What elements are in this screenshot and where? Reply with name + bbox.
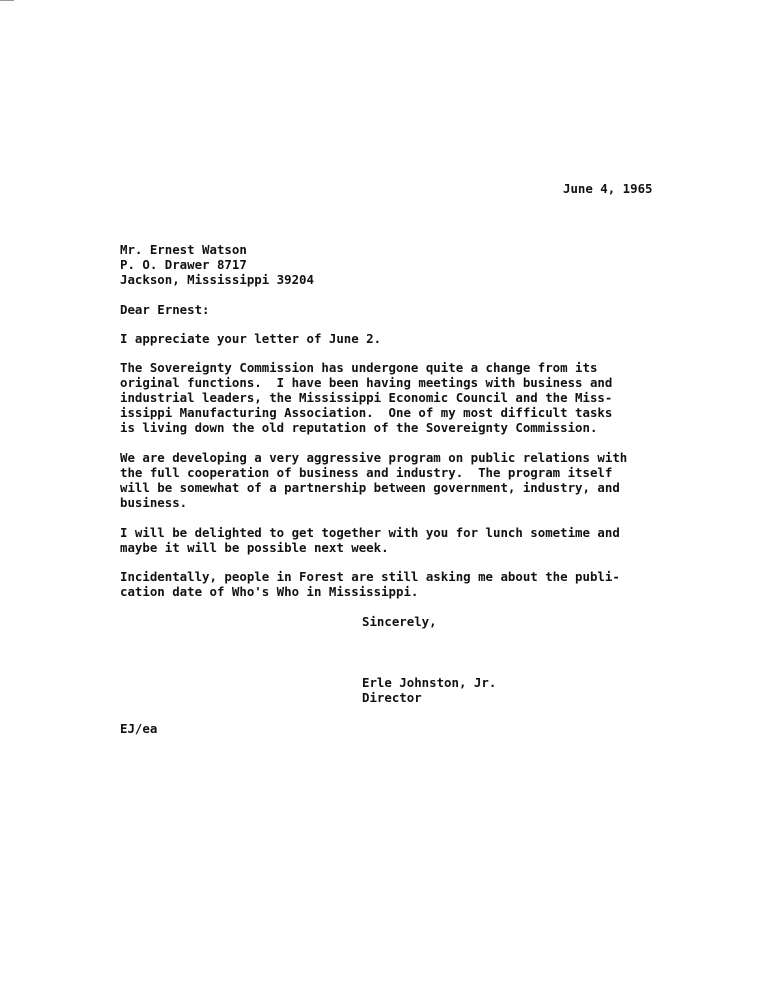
- paragraph-1-line: I appreciate your letter of June 2.: [120, 331, 382, 346]
- paragraph-2-line: industrial leaders, the Mississippi Economic Council and the Miss-: [120, 390, 613, 405]
- paragraph-3-line: will be somewhat of a partnership between government, industry, and: [120, 480, 620, 495]
- signer-title: Director: [362, 690, 422, 705]
- paragraph-3-line: We are developing a very aggressive program on public relations with: [120, 450, 628, 465]
- address-line: Jackson, Mississippi 39204: [120, 272, 314, 287]
- paragraph-2-line: is living down the old reputation of the Sovereignty Commission.: [120, 420, 598, 435]
- address-line: P. O. Drawer 8717: [120, 257, 247, 272]
- address-line: Mr. Ernest Watson: [120, 242, 247, 257]
- signer-name: Erle Johnston, Jr.: [362, 675, 497, 690]
- paragraph-2-line: The Sovereignty Commission has undergone quite a change from its: [120, 360, 598, 375]
- paragraph-3-line: business.: [120, 495, 188, 510]
- letter-date: June 4, 1965: [563, 181, 653, 196]
- salutation: Dear Ernest:: [120, 302, 210, 317]
- paragraph-2-line: original functions. I have been having meetings with business and: [120, 375, 613, 390]
- typist-initials: EJ/ea: [120, 721, 158, 736]
- corner-mark: [0, 0, 14, 1]
- paragraph-4-line: maybe it will be possible next week.: [120, 540, 389, 555]
- paragraph-2-line: issippi Manufacturing Association. One of my most difficult tasks: [120, 405, 613, 420]
- paragraph-5-line: Incidentally, people in Forest are still asking me about the publi-: [120, 569, 620, 584]
- paragraph-5-line: cation date of Who's Who in Mississippi.: [120, 584, 419, 599]
- closing: Sincerely,: [362, 614, 437, 629]
- paragraph-3-line: the full cooperation of business and industry. The program itself: [120, 465, 613, 480]
- paragraph-4-line: I will be delighted to get together with you for lunch sometime and: [120, 525, 620, 540]
